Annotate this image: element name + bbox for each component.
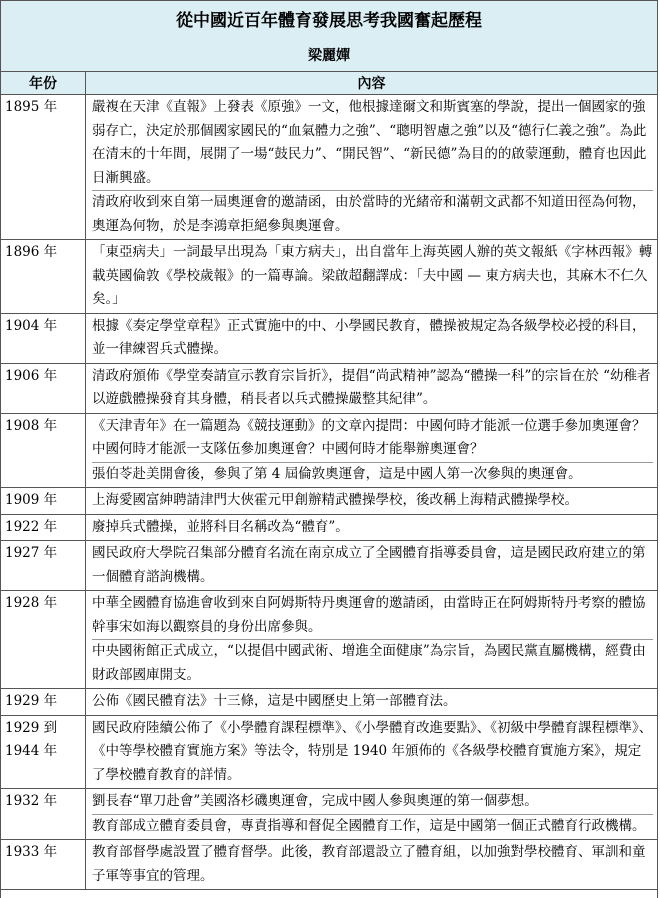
timeline-table [1,72,657,890]
content-paragraph: 教育部成立體育委員會，專責指導和督促全國體育工作，這是中國第一個正式體育行政機構。 [92,814,653,839]
row-content [86,95,658,240]
table-row [1,313,657,363]
table-header-row [1,72,657,95]
row-year: 1932 年 [1,789,86,840]
row-content [86,313,658,363]
row-year: 1895 年 [1,95,86,240]
table-row [1,413,657,488]
document-header [1,0,657,72]
table-row [1,715,657,789]
table-row [1,541,657,591]
row-year: 1929 年 [1,689,86,716]
content-paragraph: 廢掉兵式體操，並將科目名稱改為“體育”。 [92,518,349,535]
content-paragraph: 上海愛國富紳聘請津門大俠霍元甲創辦精武體操學校，後改稱上海精武體操學校。 [92,492,578,508]
table-row [1,488,657,515]
content-paragraph: 「東亞病夫」一詞最早出現為「東方病夫」，出自當年上海英國人辦的英文報紙《字林西報》轉載英國倫敦《學校歲報》的一篇專論。梁啟超翻譯成：「夫中國 — 東方病夫也，其麻木不仁久矣。」 [92,244,653,307]
row-content [86,514,658,541]
content-paragraph: 《天津青年》在一篇題為《競技運動》的文章內提問：中國何時才能派一位選手參加奧運會？中國何時才能派一支隊伍參加奧運會？中國何時才能舉辦奧運會？ [92,417,646,457]
document-title: 從中國近百年體育發展思考我國奮起歷程 [1,0,657,41]
table-row [1,840,657,890]
content-paragraph: 教育部督學處設置了體育督學。此後，教育部還設立了體育組，以加強對學校體育、軍訓和童子軍等事宜的管理。 [92,844,646,884]
table-row [1,689,657,716]
content-paragraph: 嚴複在天津《直報》上發表《原強》一文，他根據達爾文和斯賓塞的學說，提出一個國家的強弱存亡，決定於那個國家國民的“血氣體力之強”、“聰明智慮之強”以及“德行仁義之強”。為此在清末的十年間，展開了一場“鼓民力”、“開民智”、“新民德”為目的的啟蒙運動，體育也因此日漸興盛。 [92,99,647,186]
table-row [1,591,657,689]
row-year: 1906 年 [1,363,86,413]
table-row [1,363,657,413]
content-paragraph: 清政府頒佈《學堂奏請宣示教育宗旨折》，提倡“尚武精神”認為“體操一科”的宗旨在於 “幼稚者以遊戲體操發育其身體，稍長者以兵式體操嚴整其紀律”。 [92,367,651,407]
content-paragraph: 公佈《國民體育法》十三條，這是中國歷史上第一部體育法。 [92,693,457,709]
column-header-year: 年份 [1,72,86,95]
row-content [86,413,658,488]
row-year: 1922 年 [1,514,86,541]
row-year: 1927 年 [1,541,86,591]
row-year: 1909 年 [1,488,86,515]
column-header-content: 內容 [86,72,658,95]
row-content [86,541,658,591]
table-row [1,789,657,840]
row-content [86,240,658,314]
row-year: 1933 年 [1,840,86,890]
content-paragraph: 中華全國體育協進會收到來自阿姆斯特丹奧運會的邀請函，由當時正在阿姆斯特丹考察的體協幹事宋如海以觀察員的身份出席參與。 [92,595,646,635]
table-row [1,240,657,314]
document-author: 梁麗嬋 [1,41,657,72]
row-year: 1896 年 [1,240,86,314]
row-content [86,488,658,515]
row-content [86,840,658,890]
row-content [86,789,658,840]
row-year: 1928 年 [1,591,86,689]
row-content [86,715,658,789]
table-row [1,514,657,541]
content-paragraph: 中央國術館正式成立，“以提倡中國武術、增進全面健康”為宗旨，為國民黨直屬機構，經費由財政部國庫開支。 [92,639,653,687]
content-paragraph: 劉長春“單刀赴會”美國洛杉磯奧運會，完成中國人參與奧運的第一個夢想。 [92,793,538,809]
row-content [86,363,658,413]
content-paragraph: 清政府收到來自第一屆奧運會的邀請函，由於當時的光緒帝和滿朝文武都不知道田徑為何物，奧運為何物，於是李鴻章拒絕參與奧運會。 [92,190,653,238]
timeline-rows [1,95,657,890]
row-content [86,689,658,716]
row-content [86,591,658,689]
table-row [1,95,657,240]
row-year: 1904 年 [1,313,86,363]
content-paragraph: 國民政府大學院召集部分體育名流在南京成立了全國體育指導委員會，這是國民政府建立的第一個體育諮詢機構。 [92,545,646,585]
content-paragraph: 張伯苓赴美開會後，參與了第 4 屆倫敦奧運會，這是中國人第一次參與的奧運會。 [92,462,653,487]
content-paragraph: 根據《奏定學堂章程》正式實施中的中、小學國民教育，體操被規定為各級學校必授的科目，並一律練習兵式體操。 [92,317,646,357]
row-year: 1929 到 1944 年 [1,715,86,789]
row-year: 1908 年 [1,413,86,488]
content-paragraph: 國民政府陸續公佈了《小學體育課程標準》、《小學體育改進要點》、《初級中學體育課程標準》、《中等學校體育實施方案》等法令，特別是 1940 年頒佈的《各級學校體育實施方案》，規定了學校體育教育的詳情。 [92,719,653,783]
